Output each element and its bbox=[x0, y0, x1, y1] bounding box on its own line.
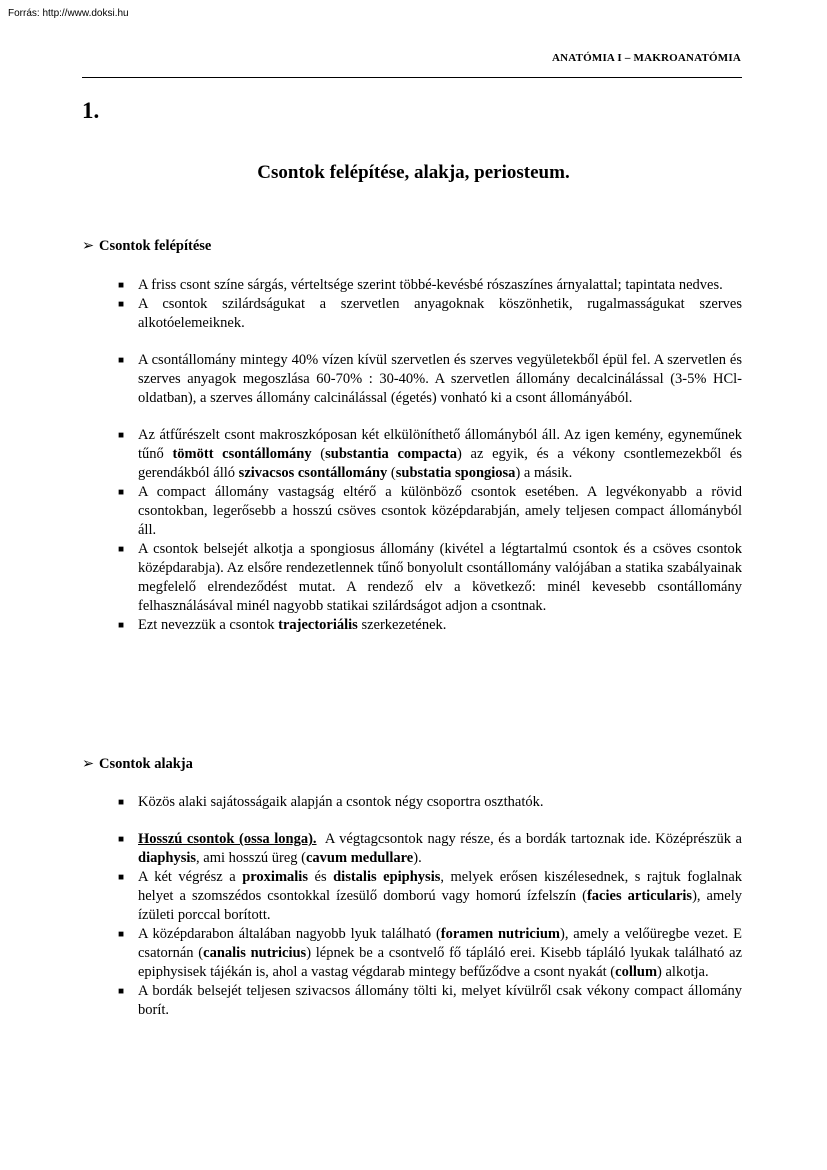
square-bullet-icon: ■ bbox=[118, 544, 125, 555]
section-heading bbox=[82, 238, 211, 255]
list-item: ■ A középdarabon általában nagyobb lyuk található (foramen nutricium), amely a velőüregbe vezet. E csatornán (canalis nutricius) lépnek be a csontvelő fő tápláló erei. Kisebb tápláló lyukak található az epiphysisek tájékán is, ahol a vastag végdarab mintegy befűződve a csont nyakát (collum) alkotja. bbox=[118, 926, 743, 980]
list-item: ■ A friss csont színe sárgás, vérteltsége szerint többé-kevésbé rószaszínes árnyalattal; tapintata nedves. bbox=[118, 277, 723, 293]
list-item: ■ Ezt nevezzük a csontok trajectoriális szerkezetének. bbox=[118, 617, 447, 633]
list-item: ■ Az átfűrészelt csont makroszkóposan két elkülöníthető állományból áll. Az igen kemény, egyneműnek tűnő tömött csontállomány (substantia compacta) az egyik, és a vékony csontlemezekből és gerendákból álló szivacsos csontállomány (substatia spongiosa) a másik. bbox=[118, 427, 742, 481]
square-bullet-icon: ■ bbox=[118, 430, 125, 441]
page-title: Csontok felépítése, alakja, periosteum. bbox=[257, 162, 570, 183]
chapter-number: 1. bbox=[82, 98, 100, 123]
list-item: ■ A compact állomány vastagság eltérő a különböző csontok esetében. A legvékonyabb a rövid csontokban, legerősebb a hosszú csöves csontok középdarabján, amely teljesen compact állományból áll. bbox=[118, 484, 742, 538]
list-item: ■ Hosszú csontok (ossa longa). A végtagcsontok nagy része, és a bordák tartoznak ide. Középrészük a diaphysis, ami hosszú üreg (cavum medullare). bbox=[118, 831, 746, 866]
square-bullet-icon: ■ bbox=[118, 986, 125, 997]
arrowhead-bullet-icon: ➢ bbox=[82, 238, 95, 254]
list-item: ■ A csontállomány mintegy 40% vízen kívül szervetlen és szerves vegyületekből épül fel. A szervetlen és szerves anyagok megoszlása 60-70% : 30-40%. A szervetlen állomány decalcinálással (3-5% HCl-oldatban), a szerves állomány calcinálással (égetés) vonható ki a csont állományából. bbox=[118, 352, 742, 406]
section-heading bbox=[82, 756, 193, 773]
arrowhead-bullet-icon: ➢ bbox=[82, 756, 95, 772]
square-bullet-icon: ■ bbox=[118, 620, 125, 631]
square-bullet-icon: ■ bbox=[118, 280, 125, 291]
list-item: ■ A bordák belsejét teljesen szivacsos állomány tölti ki, melyet kívülről csak vékony compact állomány borít. bbox=[118, 983, 742, 1018]
square-bullet-icon: ■ bbox=[118, 355, 125, 366]
section-heading-text: Csontok felépítése bbox=[99, 238, 212, 254]
square-bullet-icon: ■ bbox=[118, 929, 125, 940]
list-item: ■ Közös alaki sajátosságaik alapján a csontok négy csoportra oszthatók. bbox=[118, 794, 544, 810]
square-bullet-icon: ■ bbox=[118, 834, 125, 845]
list-item: ■ A csontok szilárdságukat a szervetlen anyagoknak köszönhetik, rugalmasságukat szerves alkotóelemeiknek. bbox=[118, 296, 742, 331]
square-bullet-icon: ■ bbox=[118, 487, 125, 498]
source-note: Forrás: http://www.doksi.hu bbox=[8, 8, 129, 19]
square-bullet-icon: ■ bbox=[118, 299, 125, 310]
list-item: ■ A csontok belsejét alkotja a spongiosus állomány (kivétel a légtartalmú csontok és a csöves csontok középdarabja). Az elsőre rendezetlennek tűnő bonyolult csontállomány valójában a statika szabályainak megfelelő elrendeződést mutat. A rendező elv a következő: minél kevesebb csontállomány felhasználásával minél nagyobb statikai szilárdságot adjon a csontnak. bbox=[118, 541, 742, 614]
header-rule bbox=[82, 77, 742, 78]
section-heading-text: Csontok alakja bbox=[99, 756, 193, 772]
square-bullet-icon: ■ bbox=[118, 872, 125, 883]
running-header: ANATÓMIA I – MAKROANATÓMIA bbox=[551, 52, 741, 64]
section-list bbox=[118, 793, 746, 1020]
square-bullet-icon: ■ bbox=[118, 797, 125, 808]
list-item: ■ A két végrész a proximalis és distalis epiphysis, melyek erősen kiszélesednek, s rajtuk foglalnak helyet a szomszédos csontokkal ízesülő domború vagy homorú ízfelszín (facies articularis), amely ízületi porccal borított. bbox=[118, 869, 742, 923]
section-list bbox=[118, 276, 742, 635]
